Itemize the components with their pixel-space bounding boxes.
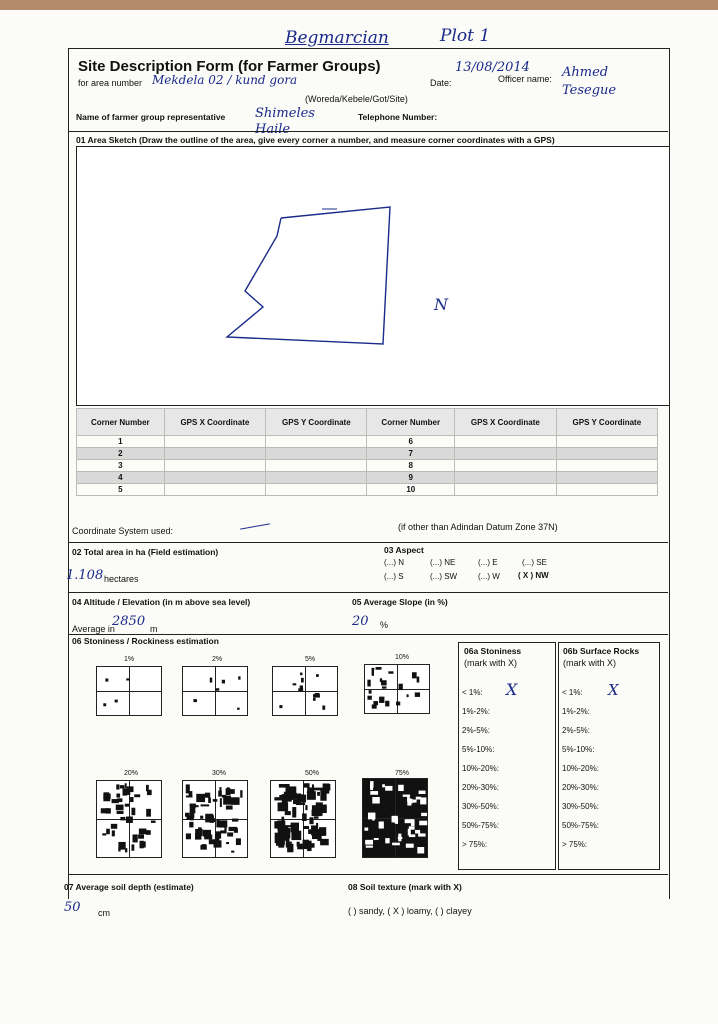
stone-mark [286,792,292,799]
date-value[interactable]: 13/08/2014 [455,60,530,75]
stone-mark [312,829,322,839]
scale-option[interactable]: 10%-20%: [562,764,599,773]
gap-mark [409,834,415,837]
gap-mark [392,816,398,823]
stone-mark [131,808,135,815]
stone-mark [417,677,420,683]
stone-mark [388,671,393,673]
stone-mark [412,672,417,678]
stone-mark [369,690,372,694]
stone-mark [322,706,325,710]
stone-mark [112,799,119,803]
stone-mark [111,824,117,829]
area-number-label: for area number [78,78,143,88]
gap-mark [416,797,421,800]
aspect-sw[interactable]: (...) SW [430,572,458,581]
grid-label: 30% [212,770,227,777]
stone-mark [205,814,213,823]
stone-mark [189,791,193,796]
stone-mark [280,830,290,837]
stone-mark [407,694,409,697]
gap-mark [385,838,389,843]
stone-mark [274,797,282,800]
header-gps-y-2: GPS Y Coordinate [556,409,657,436]
stone-mark [285,811,291,815]
stone-mark [134,794,140,797]
coord-system-note: (if other than Adindan Datum Zone 37N) [398,522,558,532]
scale-option[interactable]: < 1%: [562,688,583,697]
gap-mark [398,834,401,842]
stone-mark [317,792,320,796]
section-06a-label: 06a Stoniness [464,646,522,656]
stone-mark [319,805,327,814]
gap-mark [366,846,373,848]
north-arrow-icon: N [434,295,448,314]
scale-option[interactable]: 5%-10%: [462,745,495,754]
gap-mark [410,799,413,803]
stone-mark [117,811,124,814]
scale-option[interactable]: 50%-75%: [562,821,599,830]
stone-mark [381,680,387,685]
representative-value[interactable]: Shimeles Haile [255,106,315,137]
stone-mark [301,678,304,683]
stone-mark [222,680,225,684]
stone-mark [103,703,106,706]
stone-mark [126,678,129,680]
stone-mark [204,834,212,839]
stone-mark [104,792,110,796]
stone-mark [316,823,318,830]
soil-texture-options[interactable]: ( ) sandy, ( X ) loamy, ( ) clayey [348,906,472,916]
stone-mark [302,813,307,821]
stone-mark [303,826,309,829]
stone-mark [305,805,307,810]
stone-mark [202,844,207,848]
stone-mark [146,830,151,835]
aspect-n[interactable]: (...) N [384,558,404,567]
stone-mark [130,797,133,802]
scale-option[interactable]: 10%-20%: [462,764,499,773]
scale-option[interactable]: > 75%: [462,840,488,849]
total-area-value[interactable]: 1.108 [66,568,104,583]
stone-mark [303,840,309,849]
stone-mark [116,793,120,797]
stone-mark [284,805,288,810]
stone-mark [120,785,124,788]
gap-mark [418,833,425,836]
stone-mark [379,697,384,703]
stone-mark [116,784,119,789]
stone-mark [198,794,203,798]
corner-number: 7 [367,448,455,460]
scale-option[interactable]: 2%-5%: [462,726,491,735]
stone-mark [237,708,240,710]
handwritten-site-name: Begmarcian [285,28,389,48]
stone-mark [200,816,203,819]
meter-unit: m [150,624,158,634]
stone-mark [213,799,218,802]
stone-mark [106,829,110,835]
corner-number: 4 [77,472,165,484]
stoniness-box [458,642,556,870]
gap-mark [408,829,411,836]
header-gps-x: GPS X Coordinate [164,409,266,436]
stone-mark [300,673,302,676]
stone-mark [140,841,144,849]
stone-mark [232,819,238,822]
section-06-label: 06 Stoniness / Rockiness estimation [72,636,219,646]
gap-mark [374,838,379,840]
section-06b-mark: (mark with X) [563,658,617,668]
corner-number: 6 [367,436,455,448]
gap-mark [420,797,426,804]
stone-mark [308,829,311,834]
stone-mark [293,800,297,804]
scale-option[interactable]: 30%-50%: [462,802,499,811]
stone-mark [399,684,403,690]
stone-mark [151,820,156,822]
divider [68,874,668,875]
stone-mark [326,784,330,791]
corner-number: 8 [367,460,455,472]
header-gps-y: GPS Y Coordinate [266,409,367,436]
scale-option[interactable]: 2%-5%: [562,726,591,735]
grid-label: 2% [212,656,223,663]
stone-mark [146,809,151,817]
section-07-label: 07 Average soil depth (estimate) [64,882,194,892]
stone-mark [231,797,240,805]
stone-mark [120,817,125,821]
stone-mark [415,692,420,696]
officer-label: Officer name: [498,74,552,84]
average-in-label: Average in [72,624,115,634]
scale-option[interactable]: 20%-30%: [462,783,499,792]
stone-mark [292,807,296,818]
stone-mark [215,688,219,690]
stone-mark [231,851,234,853]
stone-mark [278,841,285,845]
section-04-label: 04 Altitude / Elevation (in m above sea level) [72,597,251,607]
gap-mark [413,800,417,803]
aspect-se[interactable]: (...) SE [522,558,547,567]
stone-mark [210,678,213,683]
stone-mark [376,667,382,670]
stone-mark [293,683,297,685]
stone-mark [316,674,319,677]
stone-mark [103,797,110,801]
grid-label: 75% [395,770,410,777]
grid-label: 50% [305,770,320,777]
stone-mark [279,705,282,708]
scale-option[interactable]: 1%-2%: [562,707,591,716]
gap-mark [372,817,374,821]
stone-mark [186,833,191,839]
stone-mark [105,678,108,681]
cm-unit: cm [98,908,110,918]
soil-depth-value[interactable]: 50 [64,900,81,915]
stone-mark [312,784,314,789]
aspect-nw-marked[interactable]: ( X ) NW [518,571,549,580]
section-03-label: 03 Aspect [384,545,424,555]
stone-mark [125,789,131,795]
gap-mark [406,844,414,848]
stone-mark [304,783,310,787]
stone-mark [222,795,226,798]
corner-number: 3 [77,460,165,472]
stone-mark [309,817,313,824]
stone-mark [118,847,120,851]
gap-mark [364,828,368,831]
gap-mark [385,786,392,791]
form-title: Site Description Form (for Farmer Groups) [78,58,381,75]
stone-mark [226,842,229,844]
stone-mark [192,805,199,807]
stone-mark [313,698,316,701]
stone-mark [132,834,137,842]
section-06b-label: 06b Surface Rocks [563,646,640,656]
scale-option[interactable]: > 75%: [562,840,588,849]
stone-mark [227,832,233,836]
stone-mark [139,828,147,834]
section-01-label: 01 Area Sketch (Draw the outline of the area, give every corner a number, and measure corner coordinates with a GPS) [76,135,555,145]
scale-option[interactable]: 30%-50%: [562,802,599,811]
stone-mark [102,833,106,835]
stone-mark [218,791,222,797]
gap-mark [417,847,424,853]
stoniness-mark-x[interactable]: X [506,680,518,699]
stone-mark [320,839,329,845]
stone-mark [238,676,240,679]
grid-label: 10% [395,654,410,661]
stone-mark [274,821,283,828]
stone-mark [106,808,111,813]
stone-mark [300,685,303,690]
gap-mark [405,819,413,823]
stone-mark [279,784,290,788]
aspect-ne[interactable]: (...) NE [430,558,456,567]
header-corner-number-2: Corner Number [367,409,455,436]
stone-mark [300,795,306,803]
stone-mark [209,839,215,844]
scale-option[interactable]: 1%-2%: [462,707,491,716]
stone-mark [125,804,130,807]
header-corner-number: Corner Number [77,409,165,436]
section-05-label: 05 Average Slope (in %) [352,597,448,607]
slope-value[interactable]: 20 [352,614,369,629]
scale-option[interactable]: 20%-30%: [562,783,599,792]
stone-mark [286,837,290,848]
rocks-mark-x[interactable]: X [608,681,619,699]
area-number-value[interactable]: Mekdela 02 / kund gora [152,73,298,87]
surface-rocks-box [558,642,660,870]
stone-mark [138,834,144,838]
stone-mark [193,699,197,702]
stone-mark [240,790,242,798]
stone-mark [201,804,210,806]
gap-mark [382,784,385,787]
gap-mark [419,821,427,826]
aspect-e[interactable]: (...) E [478,558,498,567]
gap-mark [409,826,415,829]
stone-mark [125,783,127,788]
stone-mark [396,702,400,706]
gap-mark [419,791,426,794]
gap-mark [379,821,384,828]
stone-mark [131,844,134,850]
stone-mark [226,805,233,809]
stone-mark [219,820,227,827]
corner-number: 5 [77,484,165,496]
stone-mark [216,820,219,828]
gap-mark [370,784,373,790]
stone-mark [146,785,149,791]
scale-option[interactable]: 5%-10%: [562,745,595,754]
gap-mark [398,785,404,791]
gap-mark [372,797,379,804]
stone-mark [367,696,371,700]
stone-mark [126,816,133,822]
stone-mark [382,686,386,688]
handwritten-plot: Plot 1 [440,26,491,46]
date-label: Date: [430,78,452,88]
stone-mark [208,798,211,803]
stone-mark [314,816,319,818]
stone-mark [189,822,193,828]
stone-mark [112,830,115,836]
stone-mark [205,793,210,798]
grid-label: 20% [124,770,139,777]
stone-mark [228,789,234,794]
scale-option[interactable]: 50%-75%: [462,821,499,830]
stone-mark [115,700,118,703]
aspect-w[interactable]: (...) W [478,572,500,581]
section-02-label: 02 Total area in ha (Field estimation) [72,547,219,557]
stone-mark [220,798,222,807]
gap-mark [392,843,400,846]
section-08-label: 08 Soil texture (mark with X) [348,882,462,892]
aspect-s[interactable]: (...) S [384,572,404,581]
corner-number: 10 [367,484,455,496]
hectares-label: hectares [104,574,139,584]
stone-mark [229,827,238,831]
gap-mark [421,813,427,816]
stone-mark [116,805,124,811]
grid-label: 5% [305,656,316,663]
header-gps-x-2: GPS X Coordinate [455,409,557,436]
scale-option[interactable]: < 1%: [462,688,483,697]
gap-mark [407,795,410,801]
section-06a-mark: (mark with X) [464,658,518,668]
stone-mark [278,845,284,848]
stone-mark [224,827,226,833]
gap-mark [370,791,378,795]
stone-mark [236,838,241,845]
stone-mark [372,669,374,675]
woreda-line: (Woreda/Kebele/Got/Site) [305,94,408,104]
stone-mark [373,701,378,705]
stone-mark [281,817,284,821]
altitude-value[interactable]: 2850 [112,614,146,629]
stone-mark [190,815,194,820]
corner-number: 1 [77,436,165,448]
stone-mark [385,701,389,707]
representative-label: Name of farmer group representative [76,112,226,122]
corner-number: 2 [77,448,165,460]
stone-mark [291,831,301,840]
percent-unit: % [380,620,389,630]
stone-mark [195,833,201,840]
officer-value[interactable]: Ahmed Tesegue [562,65,617,98]
telephone-label: Telephone Number: [358,112,438,122]
gap-mark [365,840,373,845]
stone-mark [215,834,219,841]
stone-mark [367,680,370,687]
gap-mark [415,830,420,834]
coord-system-label: Coordinate System used: [72,526,174,536]
stone-mark [315,693,320,698]
corner-number: 9 [367,472,455,484]
grid-label: 1% [124,656,135,663]
